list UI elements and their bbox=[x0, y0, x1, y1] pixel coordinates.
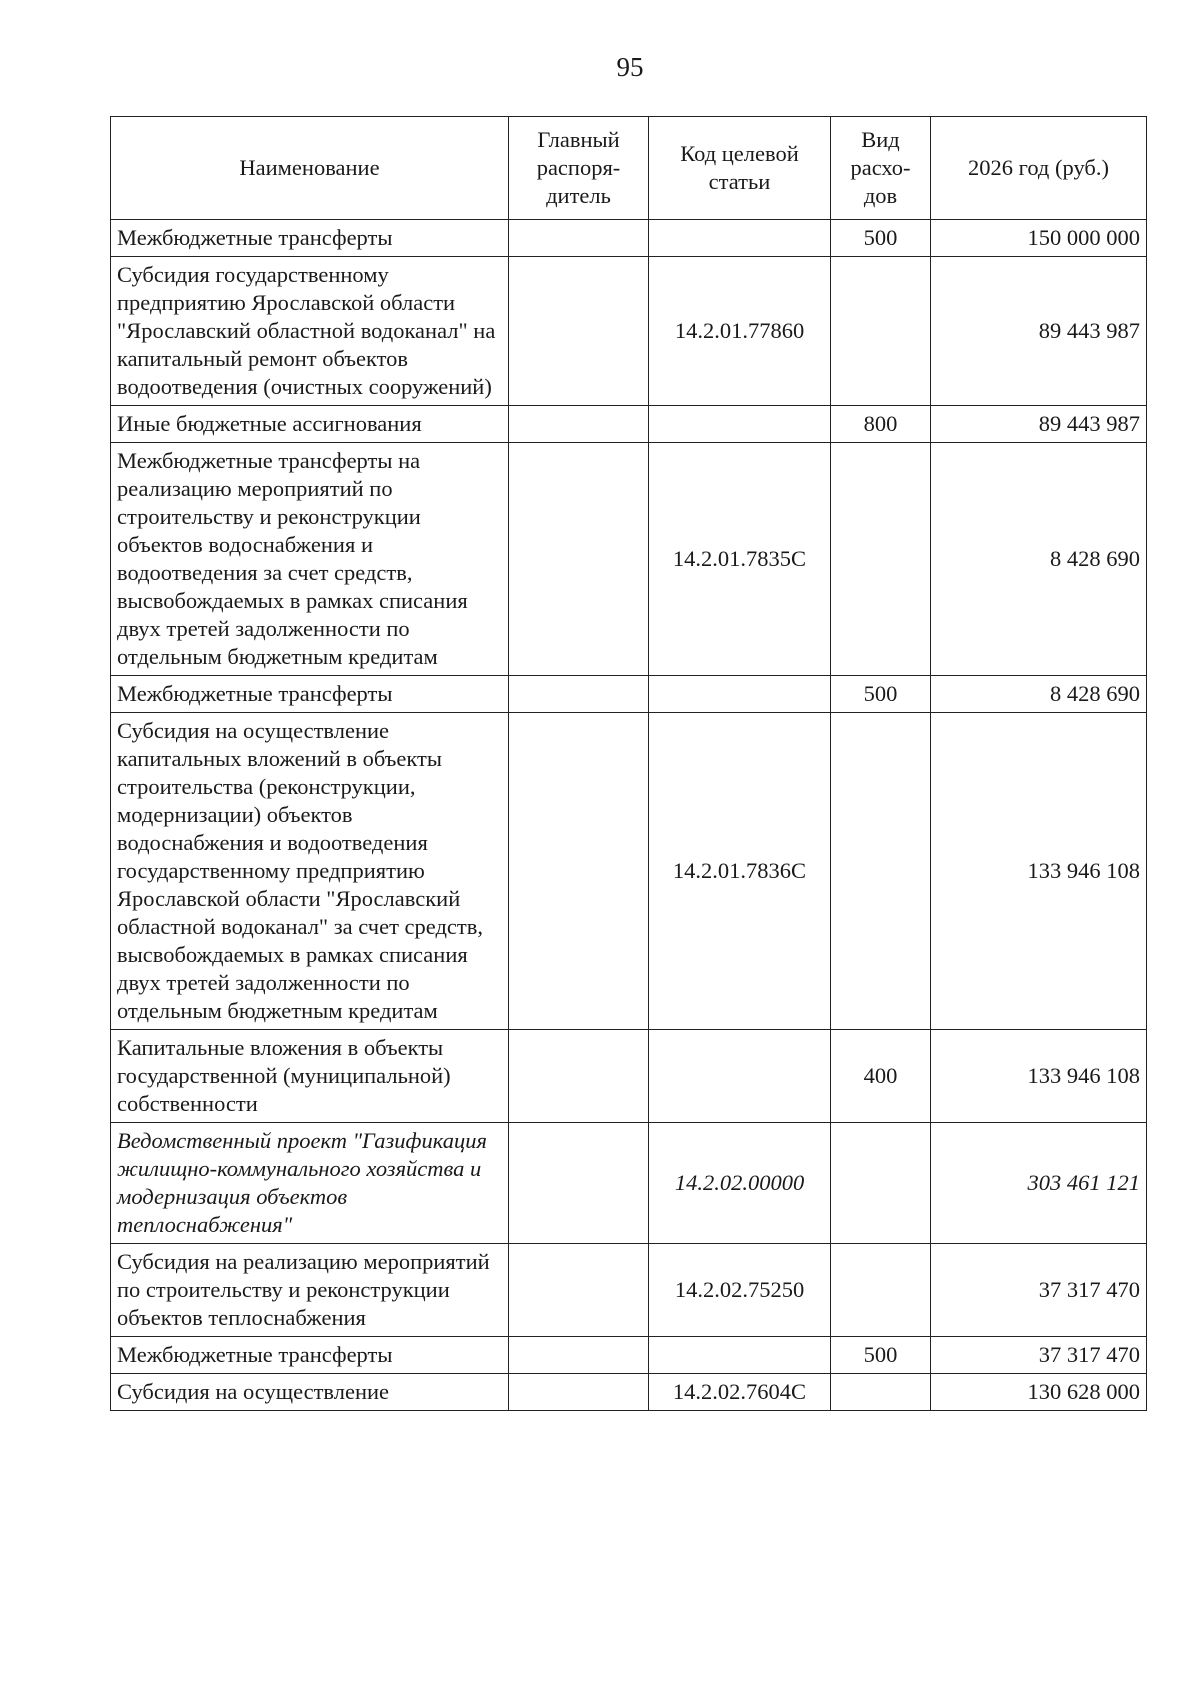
row-amount: 37 317 470 bbox=[931, 1337, 1147, 1374]
row-manager bbox=[509, 1337, 649, 1374]
row-code: 14.2.01.77860 bbox=[649, 257, 831, 406]
table-header-row bbox=[111, 117, 1147, 220]
table-row bbox=[111, 1244, 1147, 1337]
row-manager bbox=[509, 713, 649, 1030]
row-type: 500 bbox=[831, 220, 931, 257]
row-manager bbox=[509, 1123, 649, 1244]
row-code: 14.2.01.7835С bbox=[649, 443, 831, 676]
row-type: 400 bbox=[831, 1030, 931, 1123]
row-amount: 133 946 108 bbox=[931, 1030, 1147, 1123]
table-row bbox=[111, 443, 1147, 676]
row-code bbox=[649, 676, 831, 713]
table-row bbox=[111, 406, 1147, 443]
row-code bbox=[649, 1337, 831, 1374]
table-row bbox=[111, 1374, 1147, 1411]
row-amount: 89 443 987 bbox=[931, 257, 1147, 406]
row-name: Ведомственный проект "Газификация жилищно-коммунального хозяйства и модернизация объектов теплоснабжения" bbox=[111, 1123, 509, 1244]
row-type bbox=[831, 1374, 931, 1411]
header-code: Код целевой статьи bbox=[649, 117, 831, 220]
row-name: Межбюджетные трансферты на реализацию мероприятий по строительству и реконструкции объектов водоснабжения и водоотведения за счет средств, высвобождаемых в рамках списания двух третей задолженности по отдельным бюджетным кредитам bbox=[111, 443, 509, 676]
row-code bbox=[649, 1030, 831, 1123]
row-code bbox=[649, 406, 831, 443]
row-type bbox=[831, 257, 931, 406]
row-amount: 89 443 987 bbox=[931, 406, 1147, 443]
row-manager bbox=[509, 676, 649, 713]
header-type: Вид расхо-дов bbox=[831, 117, 931, 220]
table-row bbox=[111, 676, 1147, 713]
row-amount: 8 428 690 bbox=[931, 676, 1147, 713]
row-type bbox=[831, 1123, 931, 1244]
table-row-project bbox=[111, 1123, 1147, 1244]
row-code: 14.2.02.75250 bbox=[649, 1244, 831, 1337]
row-code bbox=[649, 220, 831, 257]
row-type: 500 bbox=[831, 676, 931, 713]
row-type bbox=[831, 443, 931, 676]
row-name: Межбюджетные трансферты bbox=[111, 1337, 509, 1374]
row-manager bbox=[509, 1374, 649, 1411]
row-amount: 130 628 000 bbox=[931, 1374, 1147, 1411]
row-manager bbox=[509, 220, 649, 257]
row-name: Межбюджетные трансферты bbox=[111, 220, 509, 257]
row-type: 500 bbox=[831, 1337, 931, 1374]
row-name: Иные бюджетные ассигнования bbox=[111, 406, 509, 443]
row-type: 800 bbox=[831, 406, 931, 443]
row-name: Межбюджетные трансферты bbox=[111, 676, 509, 713]
page-number: 95 bbox=[616, 52, 644, 82]
row-amount: 133 946 108 bbox=[931, 713, 1147, 1030]
row-code: 14.2.02.7604С bbox=[649, 1374, 831, 1411]
row-name: Субсидия на осуществление bbox=[111, 1374, 509, 1411]
row-name: Субсидия на реализацию мероприятий по строительству и реконструкции объектов теплоснабжения bbox=[111, 1244, 509, 1337]
row-manager bbox=[509, 443, 649, 676]
row-amount: 150 000 000 bbox=[931, 220, 1147, 257]
table-row bbox=[111, 1030, 1147, 1123]
header-manager: Главный распоря-дитель bbox=[509, 117, 649, 220]
row-amount: 37 317 470 bbox=[931, 1244, 1147, 1337]
row-type bbox=[831, 713, 931, 1030]
header-amount: 2026 год (руб.) bbox=[931, 117, 1147, 220]
row-manager bbox=[509, 1030, 649, 1123]
row-name: Субсидия на осуществление капитальных вложений в объекты строительства (реконструкции, модернизации) объектов водоснабжения и водоотведения государственному предприятию Ярославской области "Ярославский областной водоканал" за счет средств, высвобождаемых в рамках списания двух третей задолженности по отдельным бюджетным кредитам bbox=[111, 713, 509, 1030]
row-amount: 303 461 121 bbox=[931, 1123, 1147, 1244]
table-row bbox=[111, 220, 1147, 257]
table-row bbox=[111, 1337, 1147, 1374]
row-name: Капитальные вложения в объекты государственной (муниципальной) собственности bbox=[111, 1030, 509, 1123]
table-row bbox=[111, 713, 1147, 1030]
row-manager bbox=[509, 257, 649, 406]
row-manager bbox=[509, 406, 649, 443]
table-row bbox=[111, 257, 1147, 406]
row-name: Субсидия государственному предприятию Ярославской области "Ярославский областной водоканал" на капитальный ремонт объектов водоотведения (очистных сооружений) bbox=[111, 257, 509, 406]
row-amount: 8 428 690 bbox=[931, 443, 1147, 676]
row-manager bbox=[509, 1244, 649, 1337]
row-code: 14.2.01.7836С bbox=[649, 713, 831, 1030]
budget-table bbox=[110, 116, 1147, 1411]
header-name: Наименование bbox=[111, 117, 509, 220]
row-code: 14.2.02.00000 bbox=[649, 1123, 831, 1244]
row-type bbox=[831, 1244, 931, 1337]
